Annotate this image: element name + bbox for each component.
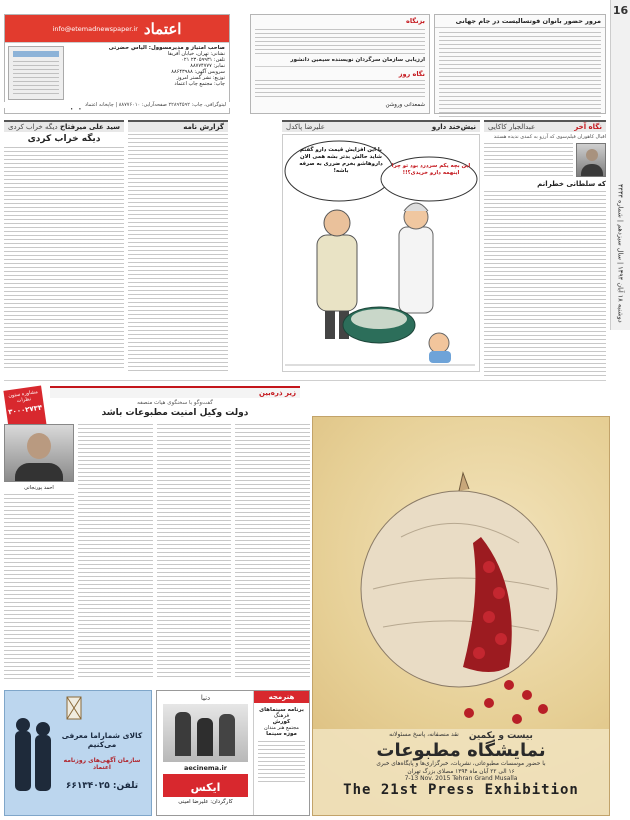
classified-ad-art <box>5 691 152 816</box>
date-line: دوشنبه ۱۸ آبان ۱۳۹۴ | سال سیزدهم | شماره ۳۴۳۴ <box>616 184 625 323</box>
ad-dates-fa: ۱۶ الی ۲۲ آبان ماه ۱۳۹۴ مصلای بزرگ تهران <box>407 769 515 775</box>
cinema-brand <box>157 694 254 702</box>
classified-phone[interactable]: تلفن: ۶۶۱۳۴۰۲۵ <box>65 781 139 791</box>
newspaper-thumbnail <box>8 46 64 100</box>
column-header-essay-title: سید علی میرفتاح <box>59 123 120 131</box>
column-header-cartoon-title: نیش‌خند دارو <box>431 123 476 131</box>
masthead-info-4: توزیع: نشر گستر امروز <box>176 75 225 81</box>
cartoon <box>282 134 480 372</box>
cinema-line-0: برنامه سینماهای <box>259 707 304 713</box>
interview-label: زیر ذره‌بین <box>259 389 296 397</box>
brief-title: بزنگاه <box>406 17 425 25</box>
column-header-essay <box>4 120 124 132</box>
divider-mid <box>4 380 606 381</box>
cinema-poster <box>163 704 248 762</box>
masthead-footer: لیتوگرافی، چاپ: ۲۲۸۹۴۵۹۲ صفحه‌آرایی: ۸۸۷۷۶۰۱۰ | چاپخانه اعتماد <box>4 102 230 108</box>
column-header-cartoon <box>282 120 480 132</box>
page-side-strip <box>610 0 630 330</box>
classified-headline: کالای شماراما معرفی می‌کنیم <box>61 731 143 749</box>
interviewee-photo <box>4 424 74 482</box>
cinema-word: ایکس <box>190 781 221 794</box>
report-column <box>128 134 228 374</box>
essay-title: دیگه خراب کردی <box>27 134 101 144</box>
news-brief-box <box>434 14 606 114</box>
ad-top-line: بیست و یکمین <box>468 731 533 741</box>
classified-ad[interactable] <box>4 690 152 816</box>
masthead <box>4 14 230 114</box>
ad-line-2: نقد منصفانه، پاسخ مسئولانه <box>389 731 459 738</box>
main-article <box>484 134 606 374</box>
interview-title: دولت وکیل امنیت مطبوعات باشد <box>101 408 249 418</box>
page-number: 16 <box>612 4 629 17</box>
column-header-essay-author: دیگه خراب کردی <box>8 123 58 131</box>
cinema-line-4: موزه سینما <box>266 731 297 737</box>
masthead-info-5: چاپ: مجتمع چاپ اعتماد <box>174 81 225 87</box>
cinema-line-3: مجتمع هنر مندان <box>264 725 299 731</box>
interview-kicker: گفت‌وگو با سخنگوی هیات منصفه <box>137 400 213 406</box>
masthead-info-2: نمابر: ۸۸۷۷۴۷۷۷ <box>190 63 225 69</box>
interviewee-caption: احمد پورنجاتی <box>24 485 54 491</box>
press-exhibition-ad[interactable] <box>312 416 610 816</box>
brief-sub: ارزیابی سازمان سرگردان نویسنده سیمین دانشور <box>290 57 425 63</box>
cartoon-bubble-left: با این افزایش قیمت دارو گفتم شاید حالش بدتر بشه همی الان داروهاشو بخرم ضرری به صرفه باشه! <box>299 147 383 174</box>
masthead-logo: اعتماد <box>143 19 182 38</box>
ad-title: نمایشگاه مطبوعات <box>376 740 546 761</box>
brief-box <box>250 14 430 114</box>
cinema-side-title: هنرمجه <box>254 691 309 703</box>
article-lead: اقبال کاهوران فیلم‌سوی که آرزو به کمدی ندیده هستند <box>493 134 606 140</box>
cinema-ad[interactable] <box>156 690 310 816</box>
cartoon-bubble-right: این بچه یکم سردرد بود تو چرا اینهمه دارو خریدی؟!! <box>391 163 471 176</box>
article-heading: که سلطانی خطرانم <box>537 180 606 188</box>
column-header-main-title: نگاه آخر <box>574 123 602 131</box>
masthead-staff: صاحب امتیاز و مدیرمسوول: الیاس حضرتی <box>108 45 225 51</box>
ad-en-title: The 21st Press Exhibition <box>343 782 579 798</box>
masthead-info-0: نشانی: تهران، خیابان آفریقا <box>167 51 225 57</box>
cinema-url[interactable]: aecinema.ir <box>184 764 227 772</box>
masthead-email[interactable]: info@etemadnewspaper.ir <box>52 24 138 33</box>
cinema-line-2: کورش <box>272 719 291 725</box>
classified-sub: سازمان آگهی‌های روزنامه اعتماد <box>63 757 141 771</box>
red-box-phone: ۳۰۰۰۲۷۳۴ <box>7 403 43 417</box>
brief-title-2: نگاه روز <box>398 70 425 78</box>
ad-dates-en: 7-13 Nov. 2015 Tehran Grand Musalla <box>404 775 518 782</box>
interview-header <box>50 386 300 398</box>
masthead-info-1: تلفن: ۲۳۰۵۹۹۳۱ ۰۲۱ <box>181 57 225 63</box>
author-photo <box>576 143 606 177</box>
red-box-label: مشاوره ستون نظرات <box>7 389 39 405</box>
column-header-cartoon-author: علیرضا پاکدل <box>286 123 325 131</box>
masthead-info-3: سرویس آگهی: ۸۸۶۴۳۹۸۸ <box>171 69 225 75</box>
brief-sign: شمعدانی وروشن <box>385 102 425 108</box>
column-header-main-author: عبدالجبار کاکایی <box>488 123 536 131</box>
interview-body <box>4 424 310 680</box>
news-title: مرور حضور بانوان فوتسالیست در جام جهانی <box>455 17 601 25</box>
cinema-line-1: فرهنگ <box>273 713 290 719</box>
essay-column <box>4 134 124 374</box>
column-header-main <box>484 120 606 132</box>
ad-subtitle: با حضور موسسات مطبوعاتی، نشریات، خبرگزاری‌ها و پایگاه‌های خبری <box>376 761 546 767</box>
column-header-report-title: گزارش نامه <box>183 123 224 131</box>
cinema-brand-text: دنیا <box>200 694 211 702</box>
cinema-bottom: کارگردان: علیرضا امینی <box>178 799 233 805</box>
column-header-report <box>128 120 228 132</box>
